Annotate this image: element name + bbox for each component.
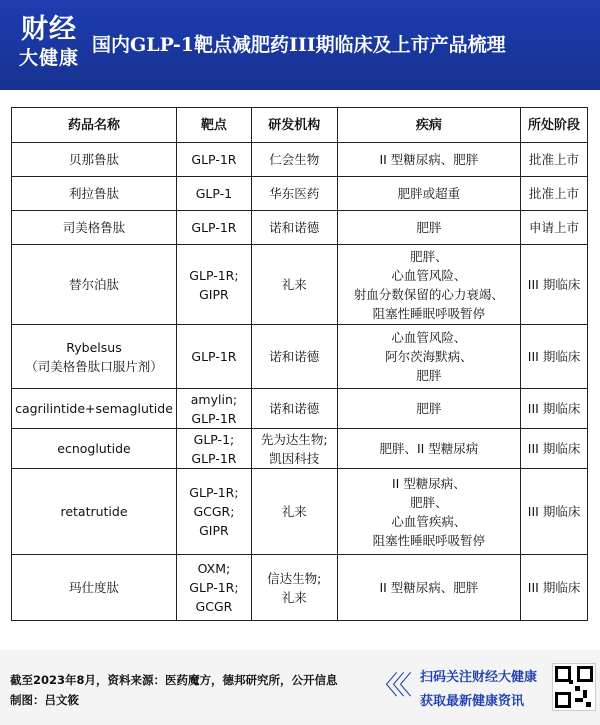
table-row: [12, 143, 588, 177]
drug-table: [11, 107, 588, 621]
cta-line1: 扫码关注财经大健康: [420, 670, 538, 685]
cell-line: II 型糖尿病、: [391, 475, 466, 491]
cell-name: [12, 555, 177, 621]
cell-name: [12, 429, 177, 469]
cell-name: [12, 245, 177, 325]
author-note: 制图：吕文筱: [10, 693, 79, 707]
table-row: [12, 389, 588, 429]
cell-line: GLP-1: [195, 186, 233, 201]
cell-stage: 批准上市: [521, 143, 588, 177]
cell-line: 贝那鲁肽: [68, 152, 119, 167]
cell-line: GLP-1;: [193, 431, 235, 447]
cell-org: [251, 555, 337, 621]
cta-line2: 获取最新健康资讯: [420, 694, 525, 709]
cell-disease: [337, 325, 520, 389]
cell-name: [12, 389, 177, 429]
header-organization: 研发机构: [251, 108, 337, 143]
cell-line: II 型糖尿病、肥胖: [379, 580, 479, 595]
cell-target: [176, 555, 251, 621]
cell-target: [176, 325, 251, 389]
cell-line: GLP-1R: [191, 152, 237, 167]
cell-stage: 批准上市: [521, 177, 588, 211]
cell-name: [12, 469, 177, 555]
cell-line: GLP-1R: [191, 410, 237, 426]
header-disease: 疾病: [337, 108, 520, 143]
cell-stage: III 期临床: [521, 429, 588, 469]
cell-line: 肥胖、: [410, 248, 448, 264]
cell-line: 诺和诺德: [269, 220, 320, 235]
cell-line: 心血管风险、: [391, 330, 467, 345]
cell-line: GLP-1R;: [189, 580, 239, 595]
table-row: [12, 177, 588, 211]
table-header-row: [12, 108, 588, 143]
follow-cta: [420, 666, 550, 714]
logo-line1: 财经: [21, 14, 77, 45]
footer: [0, 650, 600, 725]
cell-line: 礼来: [281, 589, 307, 605]
cell-line: 仁会生物: [269, 152, 320, 167]
page-title: 国内GLP-1靶点减肥药III期临床及上市产品梳理: [92, 34, 506, 56]
cell-line: 礼来: [281, 504, 307, 519]
cell-line: GIPR: [199, 286, 229, 302]
cell-disease: [337, 143, 520, 177]
cell-disease: [337, 245, 520, 325]
cell-line: II 型糖尿病、肥胖: [379, 152, 479, 167]
cell-line: 射血分数保留的心力衰竭、: [353, 286, 504, 302]
cell-target: [176, 429, 251, 469]
cell-line: GIPR: [199, 523, 229, 538]
cell-line: cagrilintide+semaglutide: [15, 401, 173, 416]
cell-disease: [337, 469, 520, 555]
cell-target: [176, 211, 251, 245]
cell-org: [251, 211, 337, 245]
cell-target: [176, 245, 251, 325]
cell-org: [251, 325, 337, 389]
cell-line: GLP-1R: [191, 349, 237, 364]
cell-disease: [337, 555, 520, 621]
cell-line: GCGR;: [193, 504, 235, 519]
cell-line: 司美格鲁肽: [62, 220, 126, 235]
table-row: [12, 469, 588, 555]
cell-name: [12, 177, 177, 211]
cell-org: [251, 245, 337, 325]
table-row: [12, 245, 588, 325]
cell-disease: [337, 177, 520, 211]
table-row: [12, 325, 588, 389]
cell-org: [251, 429, 337, 469]
cell-target: [176, 469, 251, 555]
cell-org: [251, 389, 337, 429]
cell-org: [251, 469, 337, 555]
logo-line2: 大健康: [18, 47, 79, 69]
table-row: [12, 429, 588, 469]
cell-target: [176, 143, 251, 177]
cell-line: 礼来: [281, 277, 307, 292]
table-row: [12, 211, 588, 245]
cell-disease: [337, 429, 520, 469]
header-drug-name: 药品名称: [12, 108, 177, 143]
cell-line: 先为达生物;: [260, 431, 328, 447]
header-banner: [0, 0, 600, 95]
table-panel: [0, 90, 600, 650]
cell-line: 心血管风险、: [391, 267, 467, 283]
cell-line: 心血管疾病、: [391, 513, 467, 529]
cell-stage: III 期临床: [521, 245, 588, 325]
cell-line: 信达生物;: [267, 570, 322, 586]
qr-code-icon[interactable]: [552, 663, 596, 711]
brand-logo: [16, 14, 82, 76]
header-target: 靶点: [176, 108, 251, 143]
cell-line: retatrutide: [60, 504, 128, 519]
cell-line: 肥胖、II 型糖尿病: [379, 441, 479, 456]
cell-line: 阻塞性睡眠呼吸暂停: [372, 532, 486, 548]
footer-credits: [10, 670, 370, 710]
cell-disease: [337, 211, 520, 245]
cell-line: 阻塞性睡眠呼吸暂停: [372, 305, 486, 321]
cell-line: （司美格鲁肽口服片剂）: [25, 358, 163, 374]
cell-line: 诺和诺德: [269, 349, 320, 364]
cell-stage: III 期临床: [521, 555, 588, 621]
cell-line: 玛仕度肽: [68, 580, 119, 595]
cell-line: GLP-1R;: [189, 485, 239, 500]
cell-stage: III 期临床: [521, 389, 588, 429]
cell-line: GLP-1R;: [189, 267, 239, 283]
cell-line: GLP-1R: [191, 220, 237, 235]
cell-line: 凯因科技: [269, 450, 320, 466]
cell-target: [176, 177, 251, 211]
cell-line: 阿尔茨海默病、: [385, 349, 473, 364]
cell-line: GLP-1R: [191, 450, 237, 466]
cell-disease: [337, 389, 520, 429]
cell-line: 肥胖: [416, 368, 442, 383]
cell-stage: III 期临床: [521, 325, 588, 389]
table-body: [12, 143, 588, 621]
cell-line: 华东医药: [269, 186, 320, 201]
cell-line: 肥胖: [416, 220, 442, 235]
cell-line: 肥胖或超重: [397, 186, 461, 201]
cell-line: ecnoglutide: [57, 441, 131, 456]
cell-line: amylin;: [190, 391, 238, 407]
header-stage: 所处阶段: [521, 108, 588, 143]
cell-line: 利拉鲁肽: [68, 186, 119, 201]
chevron-left-icon: 〈〈〈: [372, 671, 407, 701]
cell-org: [251, 143, 337, 177]
cell-line: GCGR: [195, 599, 233, 614]
cell-line: Rybelsus: [66, 339, 122, 355]
cell-target: [176, 389, 251, 429]
source-note: 截至2023年8月，资料来源：医药魔方，德邦研究所，公开信息: [10, 673, 338, 687]
table-row: [12, 555, 588, 621]
cell-name: [12, 143, 177, 177]
cell-name: [12, 325, 177, 389]
cell-line: 肥胖: [416, 401, 442, 416]
cell-org: [251, 177, 337, 211]
cell-stage: III 期临床: [521, 469, 588, 555]
cell-line: 诺和诺德: [269, 401, 320, 416]
cell-line: 替尔泊肽: [68, 277, 119, 292]
cell-line: OXM;: [197, 561, 231, 576]
cell-name: [12, 211, 177, 245]
cell-line: 肥胖、: [410, 494, 448, 510]
cell-stage: 申请上市: [521, 211, 588, 245]
